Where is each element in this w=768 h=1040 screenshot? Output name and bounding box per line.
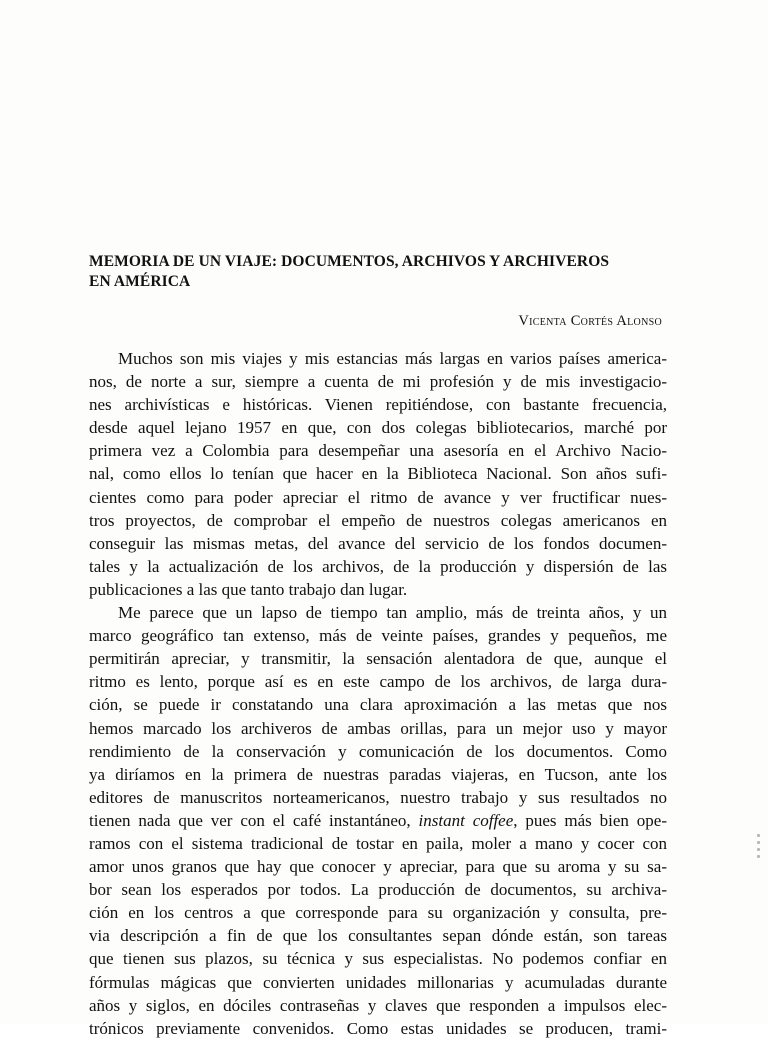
- body-line: ramos con el sistema tradicional de tostar en paila, moler a mano y cocer con: [89, 833, 667, 853]
- body-line: ción, se puede ir constatando una clara aproximación a las metas que nos: [89, 695, 667, 715]
- body-line: marco geográfico tan extenso, más de veinte países, grandes y pequeños, me: [89, 626, 667, 646]
- body-line: ritmo es lento, porque así es en este campo de los archivos, de larga dura-: [89, 672, 667, 692]
- body-line: desde aquel lejano 1957 en que, con dos colegas bibliotecarios, marché por: [89, 418, 667, 438]
- body-line: publicaciones a las que tanto trabajo dan lugar.: [89, 579, 408, 599]
- body-line: cientes como para poder apreciar el ritmo de avance y ver fructificar nues-: [89, 487, 667, 507]
- body-line: via descripción a fin de que los consultantes sepan dónde están, son tareas: [89, 926, 667, 946]
- body-line: editores de manuscritos norteamericanos, nuestro trabajo y sus resultados no: [89, 787, 667, 807]
- scan-dot: [757, 855, 760, 858]
- body-line: rendimiento de la conservación y comunicación de los documentos. Como: [89, 741, 667, 761]
- article-title: [89, 252, 679, 292]
- scan-dot: [757, 848, 760, 851]
- body-line: años y siglos, en dóciles contraseñas y claves que responden a impulsos elec-: [89, 995, 667, 1015]
- body-line: fórmulas mágicas que convierten unidades millonarias y acumuladas durante: [89, 972, 667, 992]
- body-line: tales y la actualización de los archivos, de la producción y dispersión de las: [89, 556, 667, 576]
- scan-dot: [757, 841, 760, 844]
- body-line: ya diríamos en la primera de nuestras paradas viajeras, en Tucson, ante los: [89, 764, 667, 784]
- body-line: conseguir las mismas metas, del avance del servicio de los fondos documen-: [89, 533, 667, 553]
- body-line: nos, de norte a sur, siempre a cuenta de mi profesión y de mis investigacio-: [89, 372, 667, 392]
- title-line-1: MEMORIA DE UN VIAJE: DOCUMENTOS, ARCHIVOS Y ARCHIVEROS: [89, 253, 610, 270]
- body-text-segment: , pues más bien ope-: [513, 810, 667, 830]
- scan-margin-marks: [754, 830, 764, 875]
- body-line: amor unos granos que hay que conocer y apreciar, para que su aroma y su sa-: [89, 857, 667, 877]
- title-line-2: EN AMÉRICA: [89, 273, 191, 290]
- body-line: hemos marcado los archiveros de ambas orillas, para un mejor uso y mayor: [89, 718, 667, 738]
- body-line: trónicos previamente convenidos. Como estas unidades se producen, trami-: [89, 1018, 667, 1038]
- body-text-segment: tienen nada que ver con el café instantáneo,: [89, 810, 419, 830]
- body-line: nes archivísticas e históricas. Vienen repitiéndose, con bastante frecuencia,: [89, 395, 667, 415]
- body-line: que tienen sus plazos, su técnica y sus especialistas. No podemos confiar en: [89, 949, 667, 969]
- body-line: Muchos son mis viajes y mis estancias más largas en varios países america-: [118, 349, 667, 368]
- body-line: bor sean los esperados por todos. La producción de documentos, su archiva-: [89, 880, 667, 900]
- author-name: Vicenta Cortés Alonso: [518, 313, 662, 329]
- body-line: nal, como ellos lo tenían que hacer en la Biblioteca Nacional. Son años sufi-: [89, 464, 667, 484]
- body-line: Me parece que un lapso de tiempo tan amplio, más de treinta años, y un: [118, 603, 667, 623]
- scan-dot: [757, 834, 760, 837]
- body-text: [89, 347, 667, 1040]
- body-line: primera vez a Colombia para desempeñar una asesoría en el Archivo Nacio-: [89, 441, 667, 461]
- body-line-mixed: [89, 809, 667, 832]
- italic-term: instant coffee: [418, 810, 514, 830]
- body-line: ción en los centros a que corresponde para su organización y consulta, pre-: [89, 903, 667, 923]
- body-line: tros proyectos, de comprobar el empeño de nuestros colegas americanos en: [89, 510, 667, 530]
- body-line: permitirán apreciar, y transmitir, la sensación alentadora de que, aunque el: [89, 649, 667, 669]
